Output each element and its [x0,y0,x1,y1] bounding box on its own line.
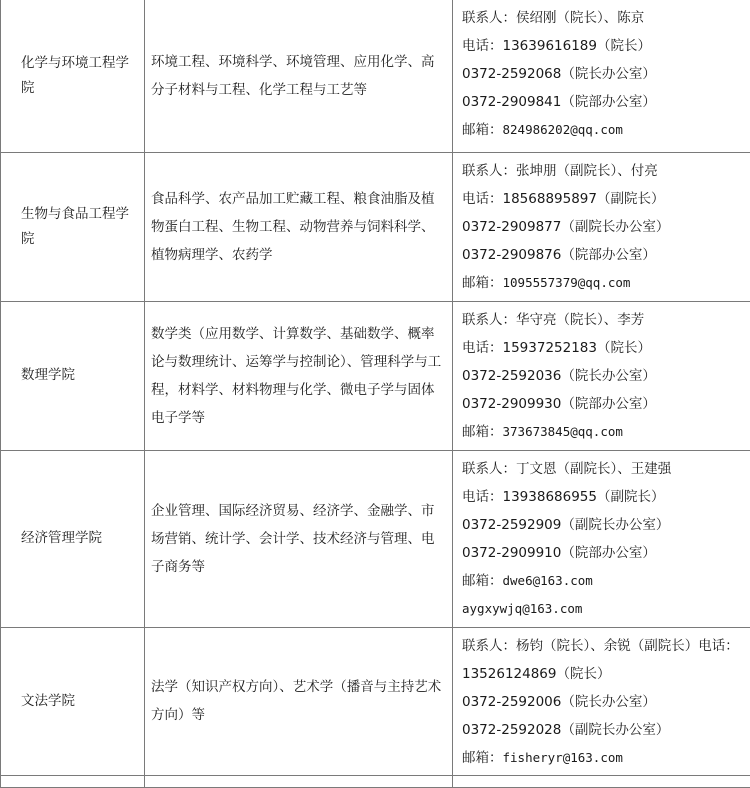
contact-persons: 联系人：丁文恩（副院长）、王建强 [462,455,742,483]
table-row [1,775,750,787]
email-address[interactable]: fisheryr@163.com [503,750,623,765]
table-row [1,0,750,152]
majors-cell [145,301,453,450]
contact-phone: 电话：18568895897（副院长） [462,185,742,213]
majors-cell [145,775,453,787]
majors-list: 法学（知识产权方向）、艺术学（播音与主持艺术方向）等 [145,673,452,729]
contact-phone: 0372-2592028（副院长办公室） [462,716,742,744]
college-cell [1,301,145,450]
email-address[interactable]: 1095557379@qq.com [503,275,631,290]
contact-phone: 0372-2909910（院部办公室） [462,539,742,567]
email-label: 邮箱： [462,122,503,138]
contact-phone: 0372-2909930（院部办公室） [462,390,742,418]
majors-cell [145,0,453,152]
table-row [1,627,750,775]
contact-email [462,567,742,595]
contact-phone: 0372-2909876（院部办公室） [462,241,742,269]
contact-phone: 0372-2592068（院长办公室） [462,60,742,88]
contact-cell [453,0,750,152]
college-name: 生物与食品工程学院 [1,202,144,252]
email-address[interactable]: 373673845@qq.com [503,424,623,439]
contact-phone: 电话：15937252183（院长） [462,334,742,362]
majors-list: 数学类（应用数学、计算数学、基础数学、概率论与数理统计、运筹学与控制论）、管理科学与工程，材料学、材料物理与化学、微电子学与固体电子学等 [145,320,452,432]
college-cell [1,627,145,775]
email-label: 邮箱： [462,750,503,766]
majors-cell [145,450,453,627]
email-label: 邮箱： [462,275,503,291]
table-row [1,450,750,627]
contact-phone: 0372-2592006（院长办公室） [462,688,742,716]
majors-list: 企业管理、国际经济贸易、经济学、金融学、市场营销、统计学、会计学、技术经济与管理、电子商务等 [145,497,452,581]
majors-list: 食品科学、农产品加工贮藏工程、粮食油脂及植物蛋白工程、生物工程、动物营养与饲料科学、植物病理学、农药学 [145,185,452,269]
email-label: 邮箱： [462,573,503,589]
contact-cell [453,775,750,787]
contact-email [462,744,742,772]
contact-phone: 电话：13639616189（院长） [462,32,742,60]
contact-email [462,269,742,297]
college-name: 数理学院 [1,363,144,388]
table-row [1,152,750,301]
contact-persons: 联系人：华守亮（院长）、李芳 [462,306,742,334]
contact-email [462,595,742,623]
majors-cell [145,152,453,301]
contact-cell [453,152,750,301]
email-address[interactable]: 824986202@qq.com [503,122,623,137]
contact-email [462,418,742,446]
email-address[interactable]: aygxywjq@163.com [462,601,582,616]
contact-phone: 0372-2909841（院部办公室） [462,88,742,116]
college-cell [1,0,145,152]
college-name: 化学与环境工程学院 [1,51,144,101]
contact-persons: 联系人：杨钧（院长）、余锐（副院长）电话：13526124869（院长） [462,632,742,688]
contact-email [462,116,742,144]
contact-phone: 0372-2592909（副院长办公室） [462,511,742,539]
college-cell [1,450,145,627]
college-cell [1,152,145,301]
email-address[interactable]: dwe6@163.com [503,573,593,588]
majors-list: 环境工程、环境科学、环境管理、应用化学、高分子材料与工程、化学工程与工艺等 [145,48,452,104]
college-cell [1,775,145,787]
contact-phone: 电话：13938686955（副院长） [462,483,742,511]
contact-persons: 联系人：张坤朋（副院长）、付亮 [462,157,742,185]
contact-phone: 0372-2909877（副院长办公室） [462,213,742,241]
contact-cell [453,450,750,627]
majors-cell [145,627,453,775]
college-name: 经济管理学院 [1,526,144,551]
contact-cell [453,301,750,450]
contact-phone: 0372-2592036（院长办公室） [462,362,742,390]
contact-cell [453,627,750,775]
email-label: 邮箱： [462,424,503,440]
college-name: 文法学院 [1,689,144,714]
table-row [1,301,750,450]
contact-persons: 联系人：侯绍刚（院长）、陈京 [462,4,742,32]
